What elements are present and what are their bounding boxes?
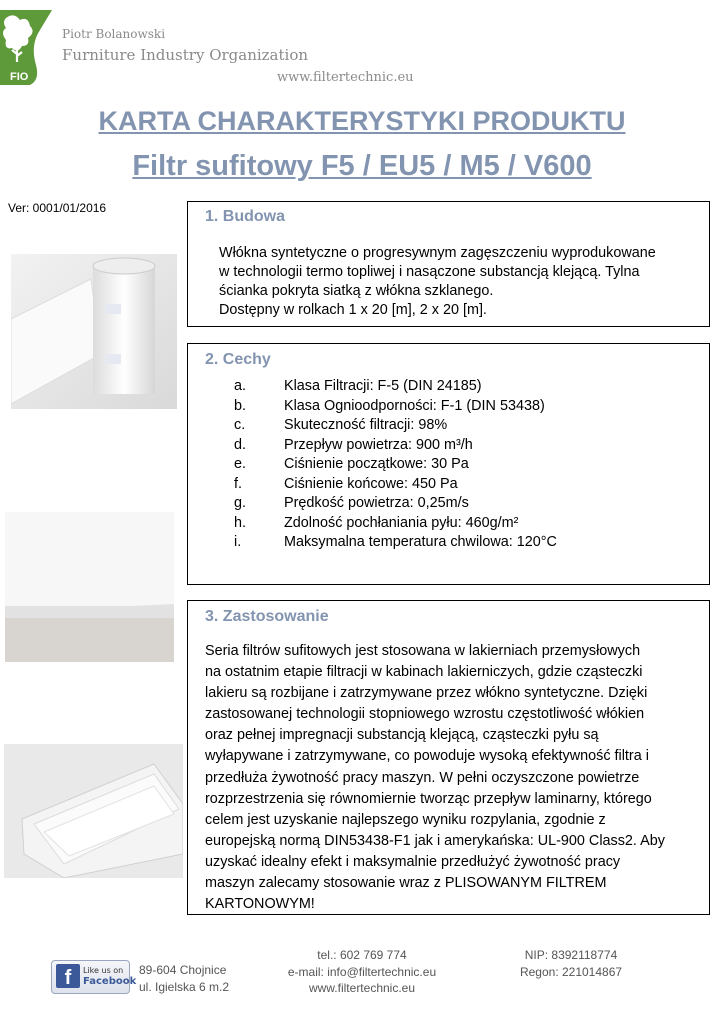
list-marker: d. (234, 436, 247, 453)
facebook-like-button[interactable] (51, 960, 137, 994)
text-line: europejską normą DIN53438-F1 jak i amerykańska: UL-900 Class2. Aby (205, 832, 665, 849)
section-zastosowanie (187, 600, 710, 915)
text-line: w technologii termo topliwej i nasączone substancją klejącą. Tylna (219, 264, 640, 280)
section-budowa (187, 201, 710, 327)
list-marker: h. (234, 514, 247, 531)
organization-name: Furniture Industry Organization (62, 46, 309, 64)
address-line: ul. Igielska 6 m.2 (139, 980, 230, 994)
list-text: Ciśnienie początkowe: 30 Pa (284, 456, 469, 472)
text-line: oraz pełnej impregnacji substancją klejącą, cząsteczki pyłu są (205, 727, 599, 744)
budowa-text (219, 244, 656, 320)
list-item (188, 534, 709, 554)
list-item (188, 476, 709, 496)
footer-contact (262, 947, 462, 997)
section-heading: 3. Zastosowanie (205, 608, 329, 625)
list-item (188, 495, 709, 515)
product-title: Filtr sufitowy F5 / EU5 / M5 / V600 (132, 150, 592, 182)
filter-roll-photo (11, 254, 177, 409)
list-item (188, 378, 709, 398)
list-text: Klasa Ognioodporności: F-1 (DIN 53438) (284, 397, 545, 414)
version-label: Ver: 0001/01/2016 (8, 201, 107, 215)
list-item (188, 417, 709, 437)
regon-number: Regon: 221014867 (519, 965, 623, 979)
text-line: zastosowanej technologii stopniowego wzrostu częstotliwość włókien (205, 706, 645, 723)
text-line: na ostatnim etapie filtracji w kabinach lakierniczych, gdzie cząsteczki (205, 664, 643, 681)
nip-number: NIP: 8392118774 (524, 948, 618, 962)
list-marker: c. (234, 417, 246, 433)
list-marker: f. (234, 475, 242, 492)
facebook-like-label: Like us on (83, 966, 124, 975)
list-text: Przepływ powietrza: 900 m³/h (284, 436, 473, 453)
zastosowanie-text (205, 641, 665, 915)
text-line: lakieru są rozbijane i zatrzymywane przez włókno syntetyczne. Dzięki (205, 685, 648, 702)
svg-text:FIO: FIO (10, 71, 29, 83)
header-website-link[interactable]: www.filtertechnic.eu (277, 70, 414, 85)
text-line: KARTONOWYM! (205, 896, 315, 913)
list-marker: i. (234, 534, 242, 550)
list-item (188, 398, 709, 418)
text-line: rozprzestrzenia się równomiernie tworząc przepływ laminarny, którego (205, 790, 652, 807)
list-text: Ciśnienie końcowe: 450 Pa (284, 475, 458, 492)
text-line: maszyn zalecamy stosowanie wraz z PLISOWANYM FILTREM (205, 875, 607, 892)
fio-logo (0, 10, 52, 85)
text-line: uzyskać idealny efekt i maksymalnie przedłużyć żywotność pracy (205, 853, 621, 870)
list-item (188, 515, 709, 535)
facebook-label: Facebook (83, 976, 137, 987)
person-name: Piotr Bolanowski (62, 27, 166, 41)
footer-address (139, 962, 229, 996)
filter-sheet-photo (5, 512, 174, 662)
text-line: ścianka pokryta siatką z włókna szklanego. (219, 283, 494, 299)
list-item (188, 456, 709, 476)
text-line: Włókna syntetyczne o progresywnym zagęszczeniu wyprodukowane (219, 245, 656, 261)
phone-number: tel.: 602 769 774 (317, 948, 407, 962)
footer-company-ids (514, 947, 628, 981)
list-item (188, 437, 709, 457)
section-heading: 2. Cechy (205, 351, 271, 368)
list-marker: a. (234, 378, 247, 394)
text-line: Dostępny w rolkach 1 x 20 [m], 2 x 20 [m]. (219, 302, 487, 318)
facebook-icon: f (56, 964, 80, 988)
address-line: 89-604 Chojnice (139, 963, 227, 977)
text-line: przedłuża żywotność pracy maszyn. W pełni oczyszczone powietrze (205, 769, 640, 786)
text-line: wyłapywane i zatrzymywane, co powoduje wysoką efektywność filtra i (205, 748, 649, 765)
email-link[interactable]: e-mail: info@filtertechnic.eu (287, 964, 437, 979)
list-text: Skuteczność filtracji: 98% (284, 417, 448, 433)
list-text: Klasa Filtracji: F-5 (DIN 24185) (284, 378, 482, 394)
list-marker: e. (234, 456, 247, 472)
document-title: KARTA CHARAKTERYSTYKI PRODUKTU (98, 106, 626, 136)
list-text: Zdolność pochłaniania pyłu: 460g/m² (284, 514, 519, 531)
text-line: Seria filtrów sufitowych jest stosowana w lakierniach przemysłowych (205, 643, 641, 659)
text-line: celem jest uzyskanie najlepszego wyniku rozpylania, zgodnie z (205, 811, 606, 828)
list-marker: b. (234, 397, 247, 414)
list-text: Maksymalna temperatura chwilowa: 120°C (284, 534, 557, 550)
feature-list (188, 378, 709, 554)
filter-pads-photo (4, 744, 183, 878)
section-cechy (187, 343, 710, 585)
footer-website-link[interactable]: www.filtertechnic.eu (308, 981, 416, 995)
list-marker: g. (234, 495, 247, 511)
section-heading: 1. Budowa (205, 208, 286, 225)
list-text: Prędkość powietrza: 0,25m/s (284, 495, 469, 511)
